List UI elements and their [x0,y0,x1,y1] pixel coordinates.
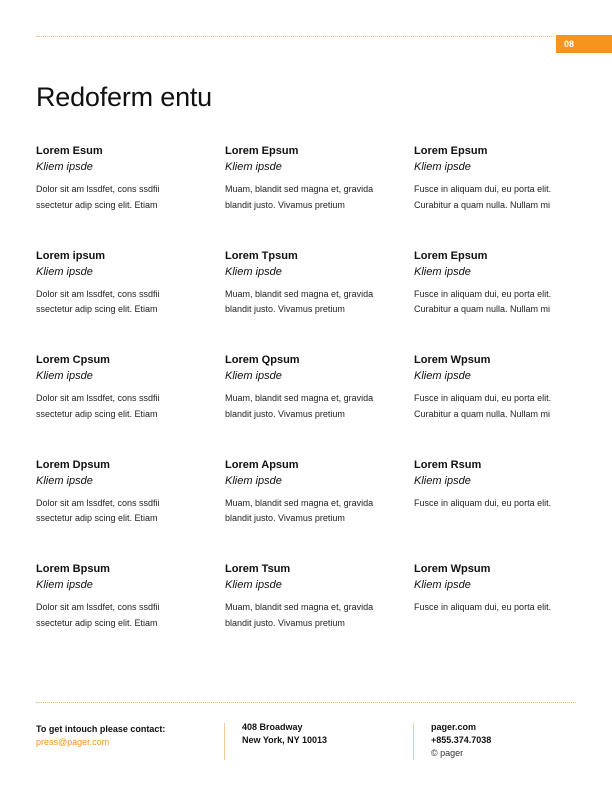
entry [414,459,576,564]
entry [414,250,576,355]
entries-grid [36,145,576,668]
entry-description: Fusce in aliquam dui, eu porta elit. [414,497,552,508]
entry-description: Fusce in aliquam dui, eu porta elit. [414,602,552,612]
footer-address [242,721,327,747]
entry-subtitle: Kliem ipsde [225,265,282,278]
entry [225,459,414,564]
entry-name: Lorem Wpsum [414,563,491,575]
entry-subtitle: Kliem ipsde [414,161,471,173]
entry [414,145,576,250]
entry-description: Dolor sit am lssdfet, cons ssdfii ssectetur adip scing elit. Etiam [36,497,160,523]
entry [414,563,576,668]
entry-subtitle: Kliem ipsde [36,474,93,487]
entry-description: Muam, blandit sed magna et, gravida blandit justo. Vivamus pretium [225,184,374,210]
entry-name: Lorem Tpsum [225,249,298,262]
entry-description: Muam, blandit sed magna et, gravida blandit justo. Vivamus pretium [225,602,374,628]
footer-meta [431,721,491,760]
entry-subtitle: Kliem ipsde [225,370,282,382]
page-number: 08 [564,39,575,49]
entry-name: Lorem Epsum [225,145,299,157]
entry [414,354,576,459]
entry-subtitle: Kliem ipsde [36,370,93,382]
entry-description: Dolor sit am lssdfet, cons ssdfii ssectetur adip scing elit. Etiam [36,184,160,210]
entry-subtitle: Kliem ipsde [36,579,93,591]
entry [225,145,414,250]
entry-description: Dolor sit am lssdfet, cons ssdfii ssectetur adip scing elit. Etiam [36,288,160,314]
footer-divider [224,723,225,760]
phone-number: +855.374.7038 [431,735,492,745]
entry-description: Dolor sit am lssdfet, cons ssdfii ssectetur adip scing elit. Etiam [36,602,160,628]
address-line-2: New York, NY 10013 [242,735,328,745]
entry-subtitle: Kliem ipsde [225,474,282,487]
entry-name: Lorem Apsum [225,458,299,471]
address-line-1: 408 Broadway [242,722,303,732]
entry-name: Lorem Dpsum [36,458,110,471]
entry [225,563,414,668]
entry-subtitle: Kliem ipsde [225,579,282,591]
entry [225,250,414,355]
entry [36,250,225,355]
footer-contact [36,723,165,749]
entry-subtitle: Kliem ipsde [414,370,471,382]
entry [36,354,225,459]
footer-divider [413,723,414,760]
entry [36,145,225,250]
entry-subtitle: Kliem ipsde [414,474,471,487]
entry-name: Lorem Qpsum [225,354,300,366]
entry [36,459,225,564]
entry-name: Lorem Epsum [414,145,488,157]
entry-name: Lorem ipsum [36,249,106,262]
entry-name: Lorem Cpsum [36,354,110,366]
page-number-tab [556,35,612,53]
entry-description: Muam, blandit sed magna et, gravida blandit justo. Vivamus pretium [225,393,374,419]
entry-name: Lorem Tsum [225,563,291,575]
website-link[interactable]: pager.com [431,722,477,732]
entry-description: Fusce in aliquam dui, eu porta elit. Curabitur a quam nulla. Nullam mi [414,288,552,314]
entry-description: Muam, blandit sed magna et, gravida blandit justo. Vivamus pretium [225,497,374,523]
entry-name: Lorem Bpsum [36,563,110,575]
bottom-dotted-rule [36,702,576,703]
contact-email-link[interactable]: press@pager.com [36,737,110,747]
entry-description: Fusce in aliquam dui, eu porta elit. Curabitur a quam nulla. Nullam mi [414,393,552,419]
entry-name: Lorem Wpsum [414,354,491,366]
entry-name: Lorem Epsum [414,249,488,262]
entry-name: Lorem Rsum [414,458,482,471]
entry [36,563,225,668]
entry-subtitle: Kliem ipsde [414,265,471,278]
entry-subtitle: Kliem ipsde [36,161,93,173]
contact-label: To get intouch please contact: [36,724,166,734]
entry-name: Lorem Esum [36,145,103,157]
entry-description: Muam, blandit sed magna et, gravida blandit justo. Vivamus pretium [225,288,374,314]
top-dotted-rule [36,36,554,37]
entry [225,354,414,459]
entry-subtitle: Kliem ipsde [225,161,282,173]
entry-subtitle: Kliem ipsde [414,579,471,591]
entry-description: Fusce in aliquam dui, eu porta elit. Curabitur a quam nulla. Nullam mi [414,184,552,210]
entry-description: Dolor sit am lssdfet, cons ssdfii ssectetur adip scing elit. Etiam [36,393,160,419]
copyright: © pager [431,748,464,758]
entry-subtitle: Kliem ipsde [36,265,93,278]
page-title: Redoferm entu [36,82,212,112]
